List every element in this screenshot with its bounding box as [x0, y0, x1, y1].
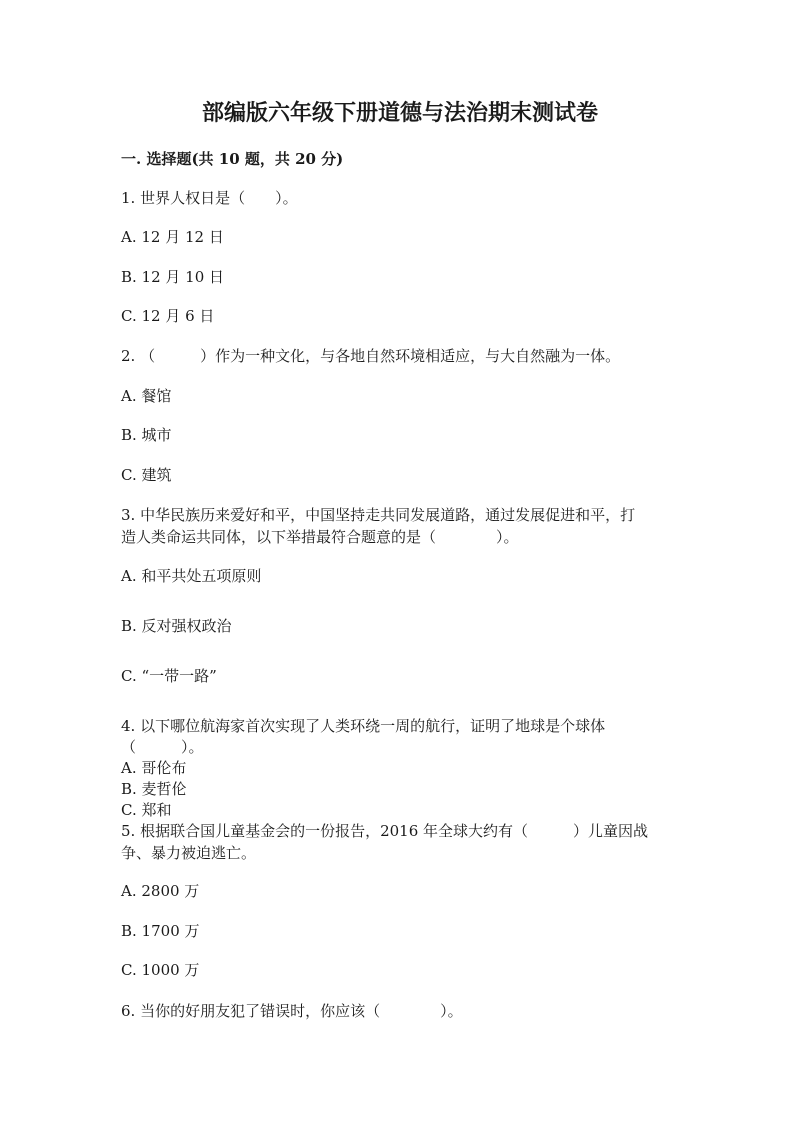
question-5-option-a: A. 2800 万: [121, 882, 200, 900]
question-3-stem-line-2: 造人类命运共同体，以下举措最符合题意的是（ ）。: [121, 528, 519, 546]
question-3-option-b: B. 反对强权政治: [121, 617, 232, 635]
question-2-option-c: C. 建筑: [121, 466, 172, 484]
question-5-option-c: C. 1000 万: [121, 961, 200, 979]
question-6-stem: 6. 当你的好朋友犯了错误时，你应该（ ）。: [121, 1002, 463, 1020]
question-4-stem-line-2: （ ）。: [121, 738, 204, 756]
question-3-option-c: C. “一带一路”: [121, 667, 217, 685]
question-4-option-c: C. 郑和: [121, 801, 172, 819]
question-5-option-b: B. 1700 万: [121, 922, 200, 940]
question-4-stem-line-1: 4. 以下哪位航海家首次实现了人类环绕一周的航行，证明了地球是个球体: [121, 717, 606, 735]
question-5-stem-line-1: 5. 根据联合国儿童基金会的一份报告，2016 年全球大约有（ ）儿童因战: [121, 822, 649, 840]
question-4-option-b: B. 麦哲伦: [121, 780, 187, 798]
question-1-option-a: A. 12 月 12 日: [121, 228, 224, 246]
question-2-stem: 2. （ ）作为一种文化，与各地自然环境相适应，与大自然融为一体。: [121, 347, 621, 365]
question-3-option-a: A. 和平共处五项原则: [121, 567, 262, 585]
question-3-stem-line-1: 3. 中华民族历来爱好和平，中国坚持走共同发展道路，通过发展促进和平，打: [121, 506, 636, 524]
page-title: 部编版六年级下册道德与法治期末测试卷: [201, 100, 598, 126]
question-5-stem-line-2: 争、暴力被迫逃亡。: [121, 844, 257, 862]
question-2-option-a: A. 餐馆: [121, 387, 172, 405]
section-heading: 一. 选择题(共 10 题，共 20 分): [121, 150, 344, 168]
question-1-option-c: C. 12 月 6 日: [121, 307, 215, 325]
question-4-option-a: A. 哥伦布: [121, 759, 187, 777]
question-1-stem: 1. 世界人权日是（ ）。: [121, 189, 298, 207]
question-2-option-b: B. 城市: [121, 426, 172, 444]
question-1-option-b: B. 12 月 10 日: [121, 268, 225, 286]
